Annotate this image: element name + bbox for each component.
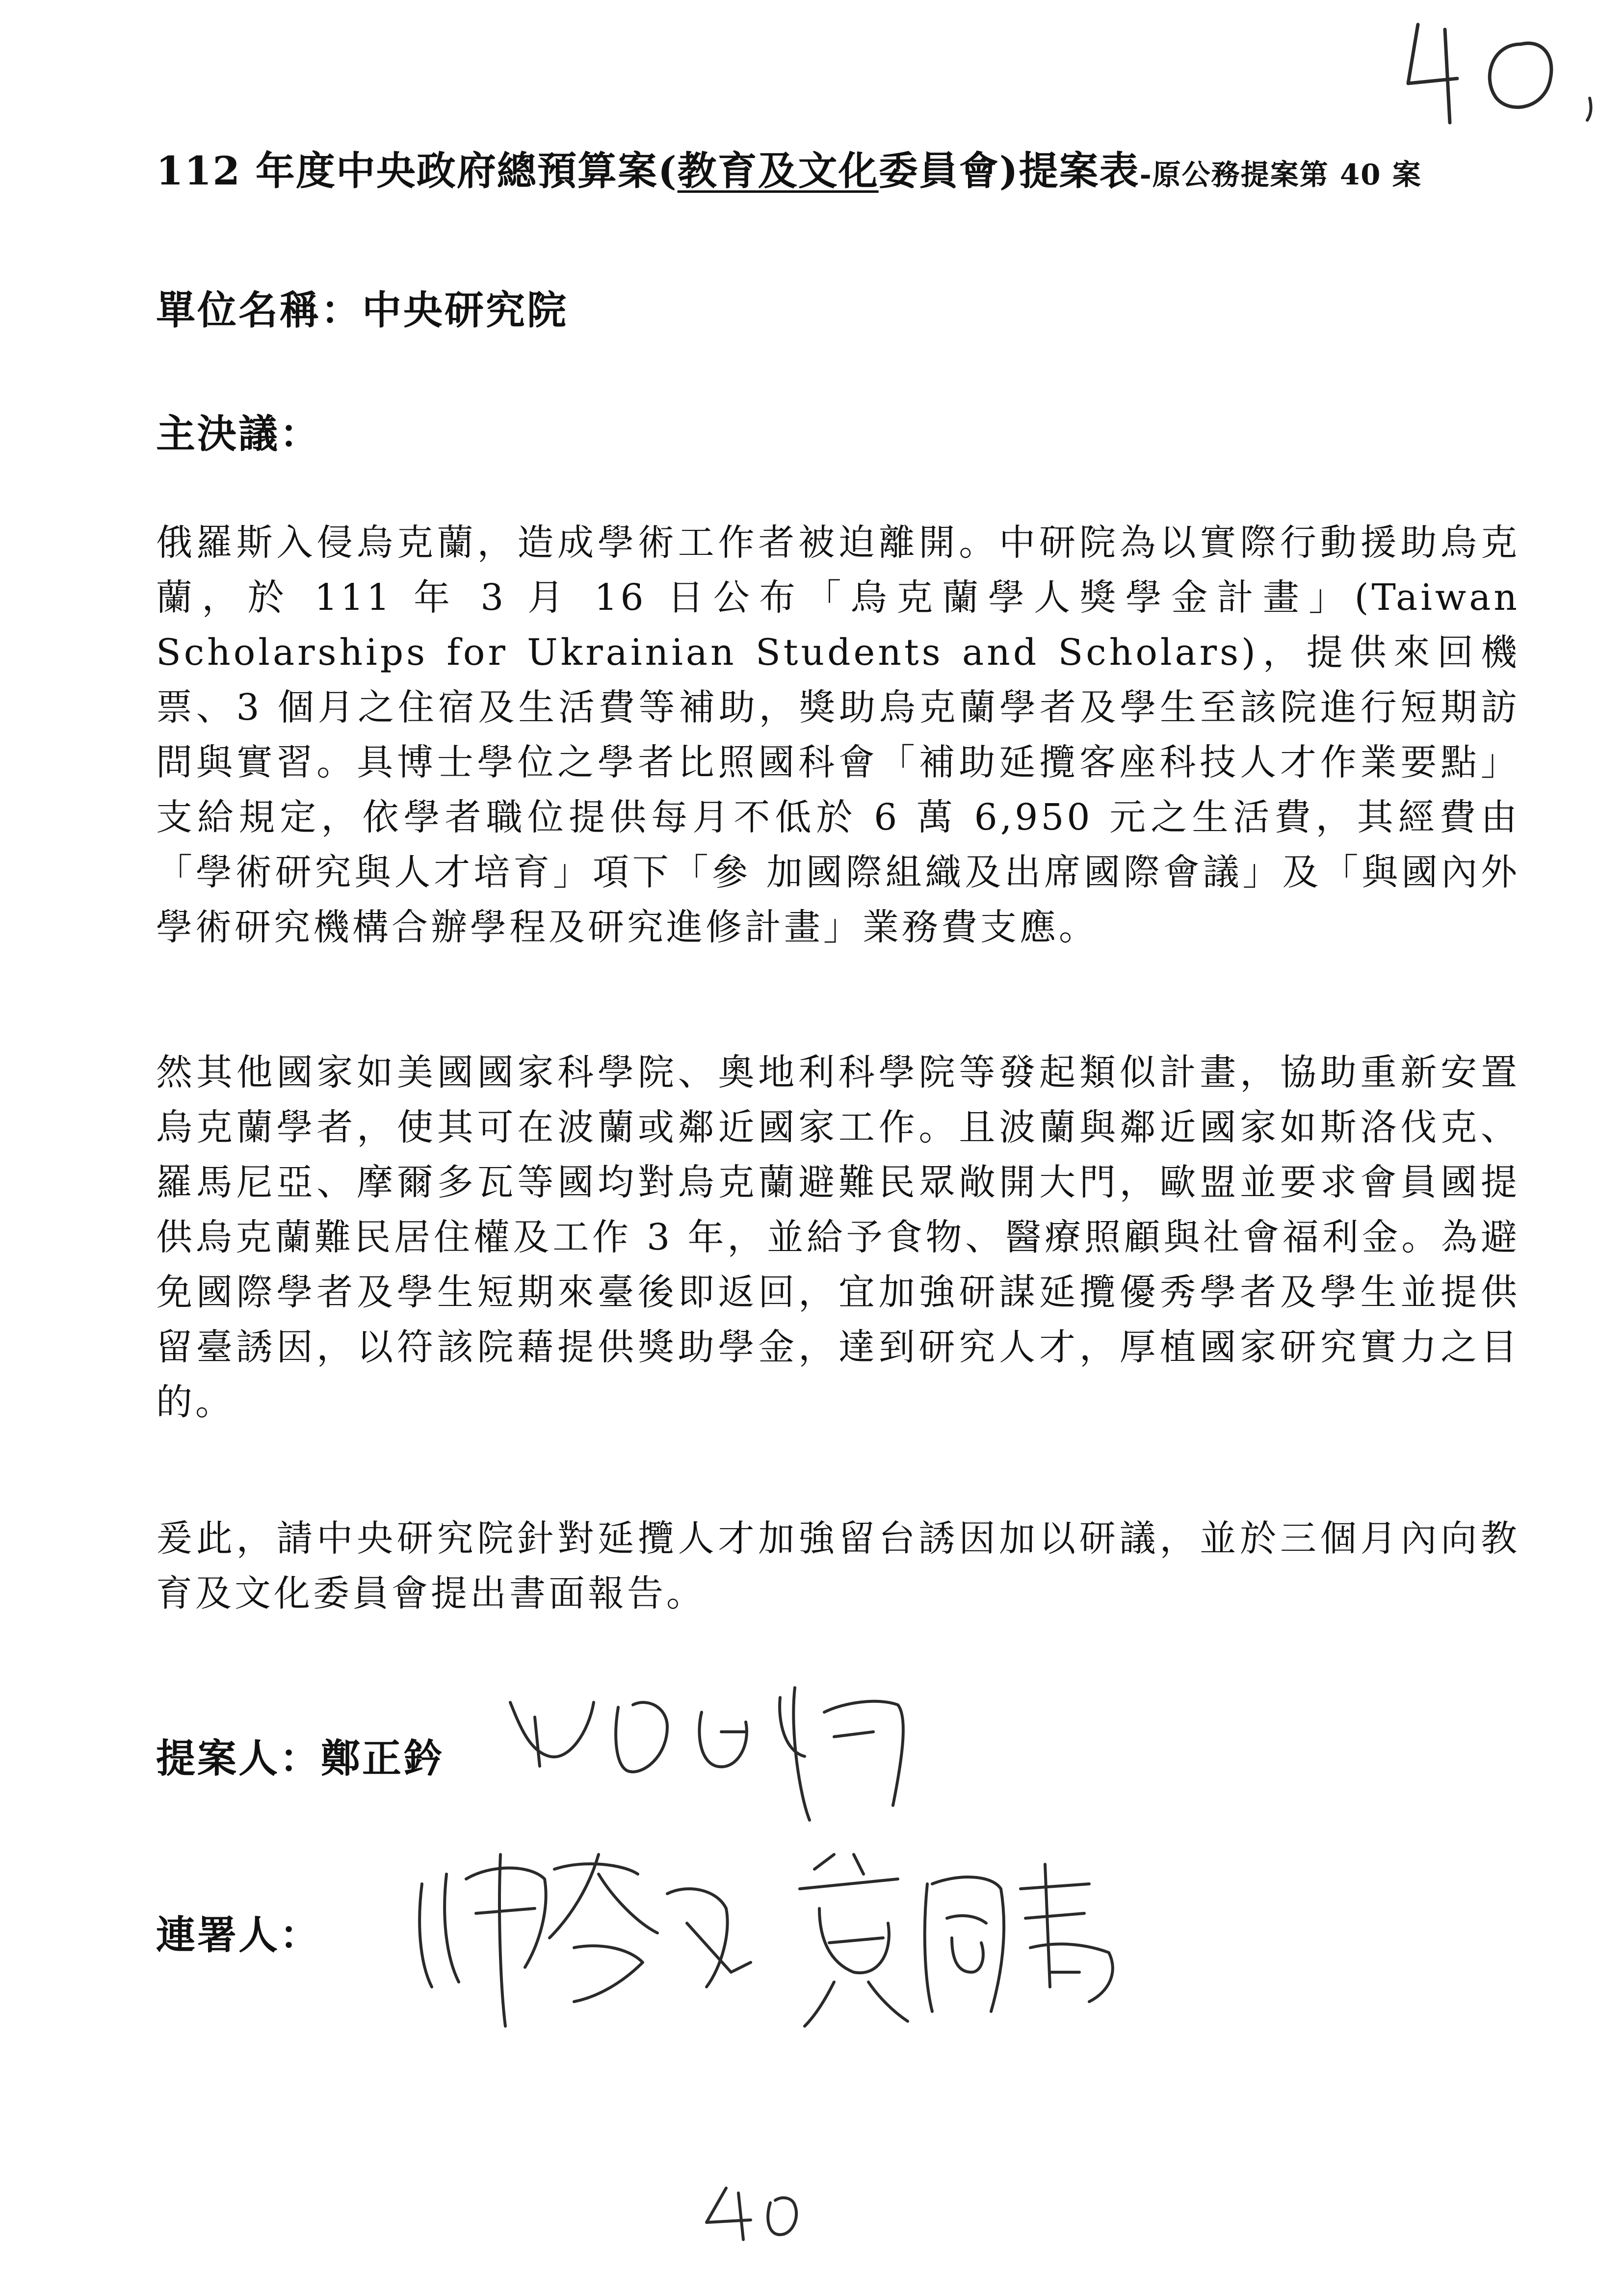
- title-committee-suffix: 委員會)提案表: [878, 148, 1140, 194]
- handwritten-page-number: [697, 2178, 814, 2247]
- paragraph-1: 俄羅斯入侵烏克蘭，造成學術工作者被迫離開。中研院為以實際行動援助烏克蘭，於 111 年 3 月 16 日公布「烏克蘭學人獎學金計畫」(Taiwan Scholarships for Ukrainian Students and Scholars)，提供來回機票、3 個月之住宿及生活費等補助，獎助烏克蘭學者及學生至該院進行短期訪問與實習。具博士學位之學者比照國科會「補助延攬客座科技人才作業要點」支給規定，依學者職位提供每月不低於 6 萬 6,950 元之生活費，其經費由「學術研究與人才培育」項下「參 加國際組織及出席國際會議」及「與國內外學術研究機構合辦學程及研究進修計畫」業務費支應。: [156, 522, 1520, 948]
- proposer-label: 提案人：鄭正鈐: [156, 1735, 445, 1781]
- proposer-signature: [491, 1658, 942, 1835]
- corner-handwritten-number: [1398, 10, 1604, 128]
- resolution-label: 主決議：: [156, 411, 321, 457]
- title-committee: 教育及文化: [677, 148, 879, 194]
- title-suffix: -原公務提案第 40 案: [1139, 158, 1422, 191]
- document-title: [156, 147, 1530, 194]
- cosigner-label: 連署人：: [156, 1912, 321, 1958]
- title-prefix: 112 年度中央政府總預算案(: [156, 148, 678, 194]
- paragraph-3: 爰此，請中央研究院針對延攬人才加強留台誘因加以研議，並於三個月內向教育及文化委員會提出書面報告。: [156, 1517, 1520, 1615]
- unit-name: 單位名稱：中央研究院: [156, 287, 568, 333]
- cosigner-signatures: [412, 1825, 1148, 2036]
- paragraph-2: 然其他國家如美國國家科學院、奧地利科學院等發起類似計畫，協助重新安置烏克蘭學者，使其可在波蘭或鄰近國家工作。且波蘭與鄰近國家如斯洛伐克、羅馬尼亞、摩爾多瓦等國均對烏克蘭避難民眾敞開大門，歐盟並要求會員國提供烏克蘭難民居住權及工作 3 年，並給予食物、醫療照顧與社會福利金。為避免國際學者及學生短期來臺後即返回，宜加強研謀延攬優秀學者及學生並提供留臺誘因，以符該院藉提供獎助學金，達到研究人才，厚植國家研究實力之目的。: [156, 1051, 1520, 1423]
